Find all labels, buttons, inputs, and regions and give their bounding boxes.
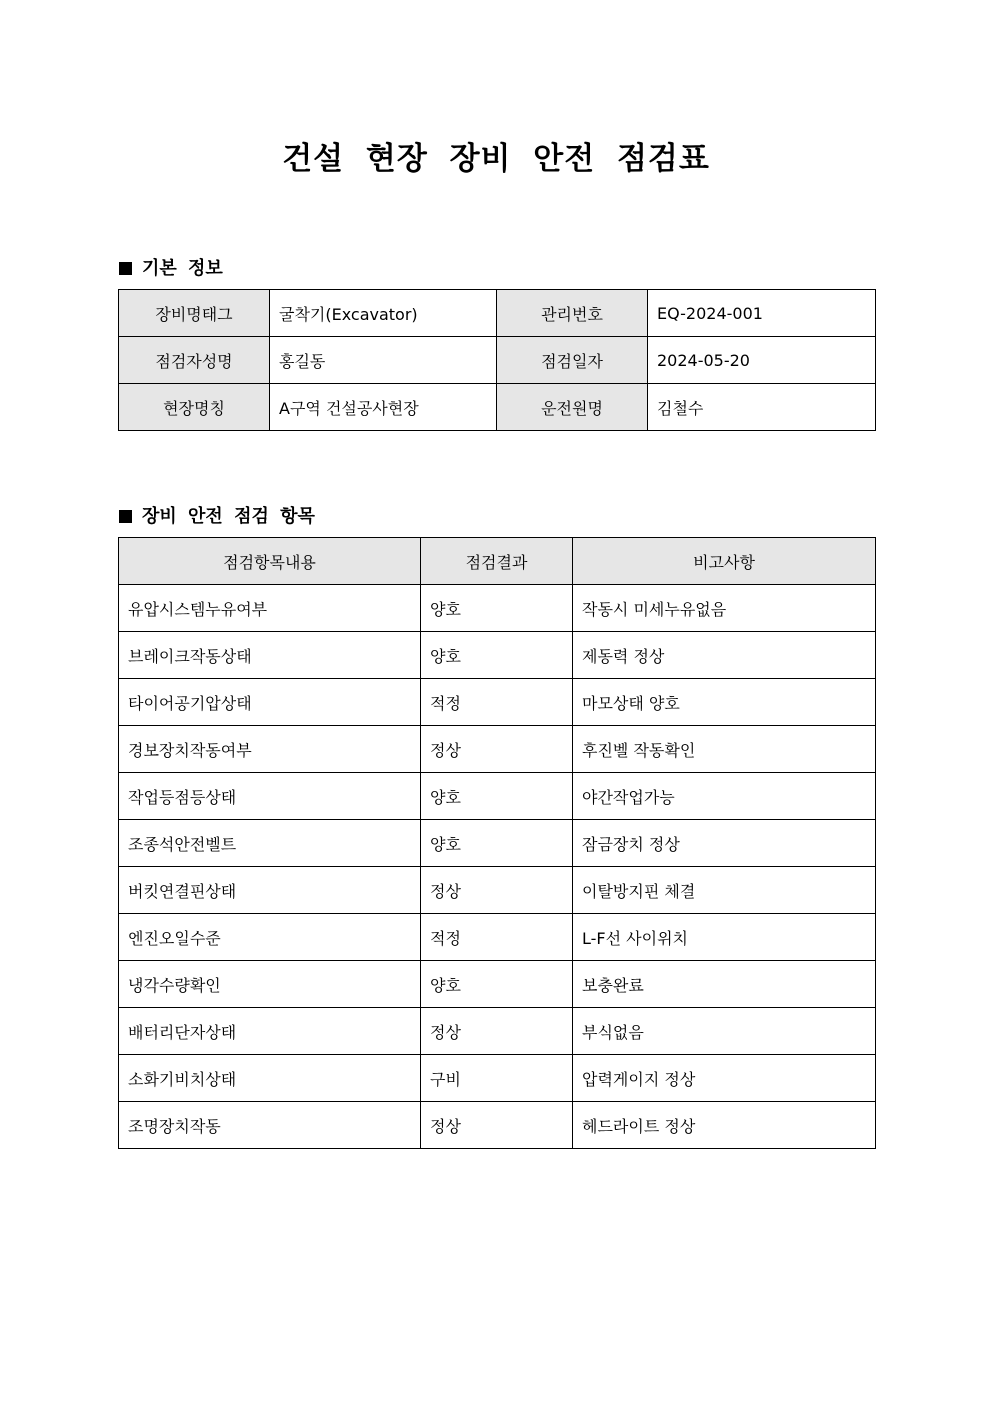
item-cell: 냉각수량확인 xyxy=(119,961,421,1008)
item-cell: 배터리단자상태 xyxy=(119,1008,421,1055)
inspection-heading xyxy=(119,502,315,528)
note-cell: 작동시 미세누유없음 xyxy=(573,585,876,632)
info-row xyxy=(119,337,876,384)
info-label: 점검자성명 xyxy=(119,337,270,384)
result-cell: 정상 xyxy=(421,1008,573,1055)
item-cell: 브레이크작동상태 xyxy=(119,632,421,679)
table-row xyxy=(119,1055,876,1102)
info-row xyxy=(119,290,876,337)
inspection-table xyxy=(118,537,876,1149)
note-cell: 압력게이지 정상 xyxy=(573,1055,876,1102)
table-row xyxy=(119,773,876,820)
result-cell: 구비 xyxy=(421,1055,573,1102)
info-label: 장비명태그 xyxy=(119,290,270,337)
basic-info-table xyxy=(118,289,876,431)
table-row xyxy=(119,867,876,914)
info-value: 굴착기(Excavator) xyxy=(270,290,497,337)
note-cell: 제동력 정상 xyxy=(573,632,876,679)
note-cell: 후진벨 작동확인 xyxy=(573,726,876,773)
note-cell: 이탈방지핀 체결 xyxy=(573,867,876,914)
note-cell: 보충완료 xyxy=(573,961,876,1008)
item-cell: 유압시스템누유여부 xyxy=(119,585,421,632)
info-value: 홍길동 xyxy=(270,337,497,384)
note-cell: 부식없음 xyxy=(573,1008,876,1055)
table-row xyxy=(119,726,876,773)
info-value: EQ-2024-001 xyxy=(648,290,876,337)
result-cell: 양호 xyxy=(421,961,573,1008)
item-cell: 버킷연결핀상태 xyxy=(119,867,421,914)
table-row xyxy=(119,679,876,726)
info-row xyxy=(119,384,876,431)
result-cell: 양호 xyxy=(421,820,573,867)
note-cell: 헤드라이트 정상 xyxy=(573,1102,876,1149)
note-cell: 잠금장치 정상 xyxy=(573,820,876,867)
document-title: 건설 현장 장비 안전 점검표 xyxy=(282,141,710,177)
table-row xyxy=(119,961,876,1008)
basic-info-heading-text: 기본 정보 xyxy=(142,258,223,279)
result-cell: 정상 xyxy=(421,867,573,914)
result-cell: 정상 xyxy=(421,726,573,773)
item-cell: 타이어공기압상태 xyxy=(119,679,421,726)
info-label: 현장명칭 xyxy=(119,384,270,431)
column-header: 점검항목내용 xyxy=(119,538,421,585)
info-label: 점검일자 xyxy=(497,337,648,384)
column-header: 점검결과 xyxy=(421,538,573,585)
table-row xyxy=(119,632,876,679)
info-value: 2024-05-20 xyxy=(648,337,876,384)
result-cell: 양호 xyxy=(421,773,573,820)
item-cell: 작업등점등상태 xyxy=(119,773,421,820)
column-header: 비고사항 xyxy=(573,538,876,585)
square-bullet-icon xyxy=(119,262,132,275)
square-bullet-icon xyxy=(119,510,132,523)
inspection-heading-text: 장비 안전 점검 항목 xyxy=(142,506,315,527)
note-cell: L-F선 사이위치 xyxy=(573,914,876,961)
result-cell: 적정 xyxy=(421,679,573,726)
table-row xyxy=(119,585,876,632)
item-cell: 경보장치작동여부 xyxy=(119,726,421,773)
info-label: 관리번호 xyxy=(497,290,648,337)
info-label: 운전원명 xyxy=(497,384,648,431)
note-cell: 마모상태 양호 xyxy=(573,679,876,726)
item-cell: 소화기비치상태 xyxy=(119,1055,421,1102)
basic-info-heading xyxy=(119,254,223,280)
table-row xyxy=(119,1102,876,1149)
result-cell: 양호 xyxy=(421,632,573,679)
note-cell: 야간작업가능 xyxy=(573,773,876,820)
result-cell: 정상 xyxy=(421,1102,573,1149)
table-row xyxy=(119,914,876,961)
table-row xyxy=(119,1008,876,1055)
info-value: 김철수 xyxy=(648,384,876,431)
inspection-header-row xyxy=(119,538,876,585)
result-cell: 양호 xyxy=(421,585,573,632)
info-value: A구역 건설공사현장 xyxy=(270,384,497,431)
item-cell: 조종석안전벨트 xyxy=(119,820,421,867)
item-cell: 조명장치작동 xyxy=(119,1102,421,1149)
result-cell: 적정 xyxy=(421,914,573,961)
item-cell: 엔진오일수준 xyxy=(119,914,421,961)
table-row xyxy=(119,820,876,867)
